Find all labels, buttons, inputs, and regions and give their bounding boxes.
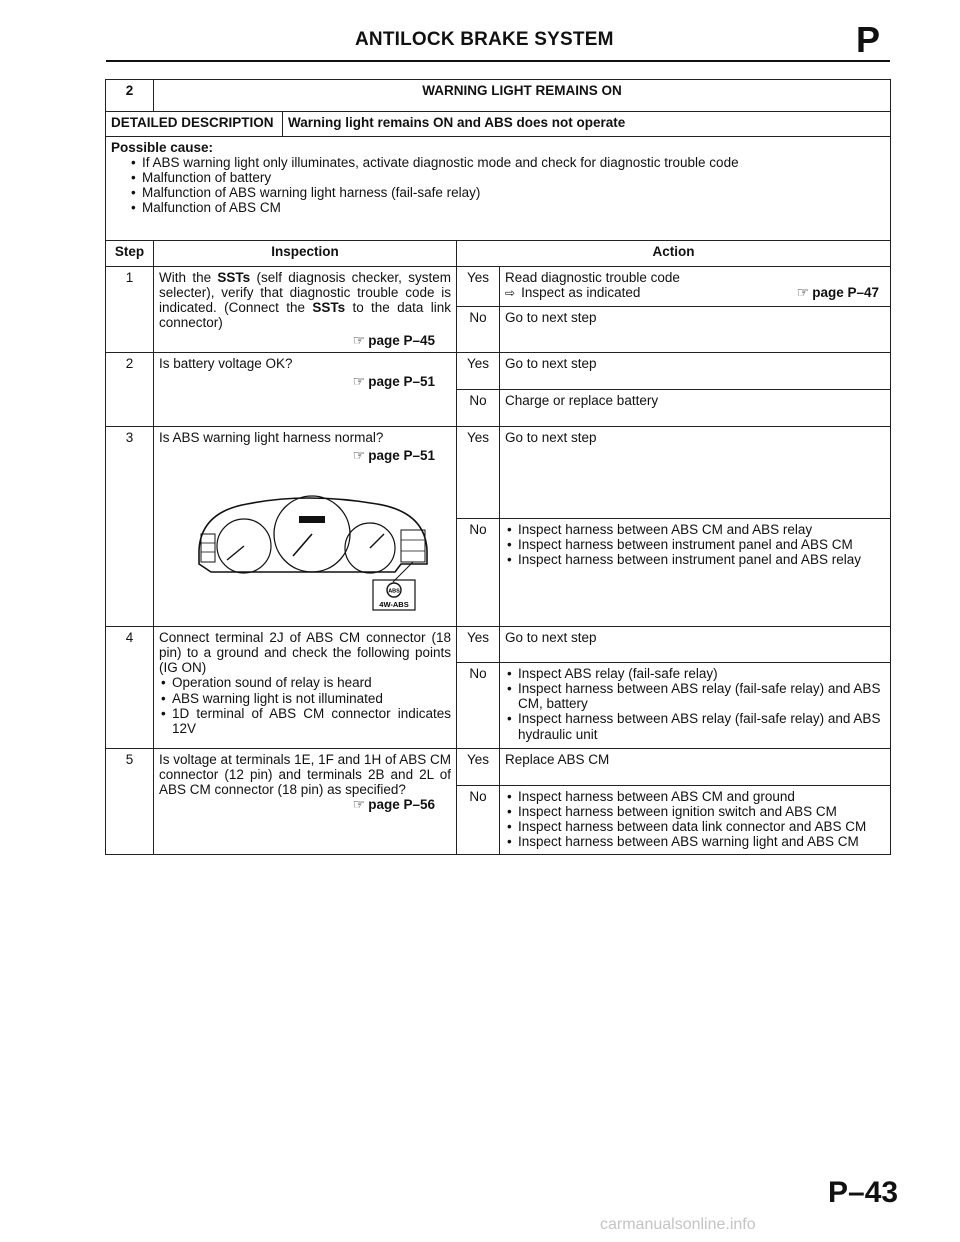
- detailed-description-label: DETAILED DESCRIPTION: [106, 112, 283, 137]
- cause-item: • If ABS warning light only illuminates, activate diagnostic mode and check for diagnostic trouble code: [129, 155, 885, 170]
- list-item: • Operation sound of relay is heard: [159, 675, 451, 690]
- no-label: No: [457, 390, 500, 427]
- col-inspection: Inspection: [154, 241, 457, 267]
- pointing-hand-icon: ☞: [352, 332, 366, 349]
- pointing-hand-icon: ☞: [352, 373, 366, 390]
- tachometer-needle: [227, 546, 244, 560]
- yes-action: Go to next step: [500, 353, 891, 390]
- cause-item: • Malfunction of ABS CM: [129, 200, 885, 215]
- no-label: No: [457, 663, 500, 749]
- arrow-right-icon: ⇨: [505, 286, 516, 301]
- possible-cause-cell: [106, 137, 891, 241]
- page-reference[interactable]: ☞ page P–51: [352, 373, 435, 390]
- step-inspection: Is battery voltage OK? ☞ page P–51: [154, 353, 457, 427]
- no-label: No: [457, 786, 500, 855]
- cluster-outline: [199, 498, 427, 572]
- cause-list: [129, 155, 885, 215]
- list-item: • 1D terminal of ABS CM connector indicates 12V: [159, 706, 451, 736]
- list-item: • Inspect harness between ABS warning light and ABS CM: [505, 834, 885, 849]
- fuel-temp-needle: [370, 534, 384, 548]
- list-item: • Inspect harness between ABS CM and ABS relay: [505, 522, 885, 537]
- list-item: • Inspect ABS relay (fail-safe relay): [505, 666, 885, 681]
- possible-cause-label: Possible cause:: [111, 140, 214, 155]
- list-item: • ABS warning light is not illuminated: [159, 691, 451, 706]
- step-inspection: With the SSTs (self diagnosis checker, system selecter), verify that diagnostic trouble code is indicated. (Connect the SSTs to the data link connector) ☞ page P–45: [154, 267, 457, 353]
- cause-item: • Malfunction of ABS warning light harness (fail-safe relay): [129, 185, 885, 200]
- cause-item: • Malfunction of battery: [129, 170, 885, 185]
- step-number: 5: [106, 749, 154, 855]
- page-number: P–43: [828, 1176, 899, 1209]
- yes-action: Replace ABS CM: [500, 749, 891, 786]
- section-letter: P: [856, 19, 881, 60]
- step-number: 1: [106, 267, 154, 353]
- step-number: 2: [106, 353, 154, 427]
- no-action: [500, 786, 891, 855]
- no-label: No: [457, 306, 500, 352]
- step-number: 4: [106, 627, 154, 749]
- page-reference[interactable]: ☞ page P–47: [796, 284, 879, 301]
- page-reference[interactable]: ☞ page P–56: [352, 796, 435, 813]
- list-item: • Inspect harness between data link connector and ABS CM: [505, 819, 885, 834]
- pointing-hand-icon: ☞: [352, 447, 366, 464]
- col-action: Action: [457, 241, 891, 267]
- yes-label: Yes: [457, 353, 500, 390]
- yes-action: Read diagnostic trouble code ⇨ Inspect as indicated ☞ page P–47: [500, 267, 891, 307]
- speedometer-needle: [293, 534, 312, 556]
- right-warning-lamps: [401, 530, 425, 562]
- table-number: 2: [106, 80, 154, 112]
- yes-action: Go to next step: [500, 427, 891, 519]
- table-title: WARNING LIGHT REMAINS ON: [154, 80, 891, 112]
- list-item: • Inspect harness between ABS relay (fail-safe relay) and ABS hydraulic unit: [505, 711, 885, 741]
- step-number: 3: [106, 427, 154, 627]
- no-action: [500, 519, 891, 627]
- no-action: Go to next step: [500, 306, 891, 352]
- pointing-hand-icon: ☞: [352, 796, 366, 813]
- yes-label: Yes: [457, 749, 500, 786]
- abs-symbol-text: ABS: [388, 588, 400, 595]
- yes-label: Yes: [457, 627, 500, 663]
- odometer-display: [299, 516, 325, 523]
- no-label: No: [457, 519, 500, 627]
- troubleshooting-table: [105, 79, 891, 855]
- watermark: carmanualsonline.info: [600, 1216, 756, 1233]
- step-inspection: Connect terminal 2J of ABS CM connector (18 pin) to a ground and check the following points (IG ON) • Operation sound of relay is heard • ABS warning light is not illuminated • 1D terminal of ABS CM connector indicates 12V: [154, 627, 457, 749]
- leader-line: [393, 562, 413, 582]
- yes-label: Yes: [457, 427, 500, 519]
- list-item: • Inspect harness between ignition switch and ABS CM: [505, 804, 885, 819]
- page-reference[interactable]: ☞ page P–51: [352, 447, 435, 464]
- pointing-hand-icon: ☞: [796, 284, 810, 301]
- list-item: • Inspect harness between ABS relay (fail-safe relay) and ABS CM, battery: [505, 681, 885, 711]
- no-action-list: [505, 789, 885, 849]
- list-item: • Inspect harness between instrument panel and ABS CM: [505, 537, 885, 552]
- step-inspection: Is voltage at terminals 1E, 1F and 1H of ABS CM connector (12 pin) and terminals 2B and 2L of ABS CM connector (18 pin) as specified? ☞ page P–56: [154, 749, 457, 855]
- yes-action: Go to next step: [500, 627, 891, 663]
- left-warning-lamps: [201, 534, 215, 562]
- inspection-list: [159, 675, 451, 735]
- abs-caption-text: 4W-ABS: [379, 599, 409, 609]
- col-step: Step: [106, 241, 154, 267]
- header-divider: [106, 60, 890, 62]
- step-inspection: Is ABS warning light harness normal? ☞ page P–51 ABS 4W-ABS: [154, 427, 457, 627]
- no-action: Charge or replace battery: [500, 390, 891, 427]
- list-item: • Inspect harness between ABS CM and ground: [505, 789, 885, 804]
- no-action: [500, 663, 891, 749]
- list-item: • Inspect harness between instrument panel and ABS relay: [505, 552, 885, 567]
- page-title: ANTILOCK BRAKE SYSTEM: [355, 29, 614, 50]
- no-action-list: [505, 666, 885, 742]
- no-action-list: [505, 522, 885, 567]
- page-reference[interactable]: ☞ page P–45: [352, 332, 435, 349]
- yes-label: Yes: [457, 267, 500, 307]
- detailed-description-text: Warning light remains ON and ABS does not operate: [283, 112, 891, 137]
- instrument-cluster-illustration: [187, 472, 437, 612]
